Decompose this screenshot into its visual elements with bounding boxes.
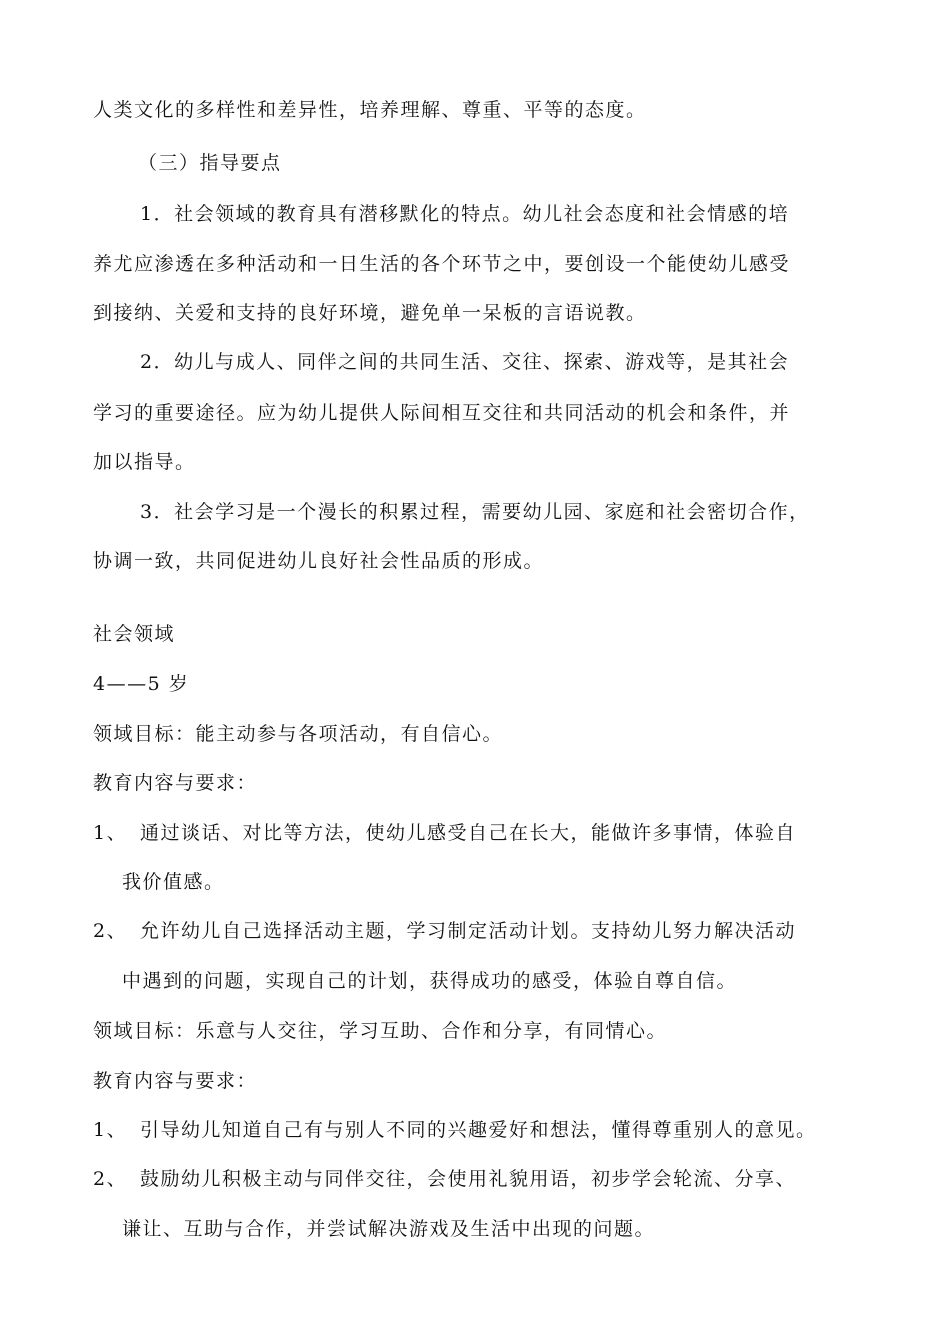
list-item-text: 引导幼儿知道自己有与别人不同的兴趣爱好和想法，懂得尊重别人的意见。 xyxy=(140,1119,817,1141)
domain-goal-1: 领域目标：能主动参与各项活动，有自信心。 xyxy=(93,723,504,745)
guidance-point-2-line-2: 学习的重要途径。应为幼儿提供人际间相互交往和共同活动的机会和条件，并 xyxy=(93,402,791,424)
guidance-point-1-line-1: 1．社会领域的教育具有潜移默化的特点。幼儿社会态度和社会情感的培 xyxy=(140,203,790,225)
list-item-number: 2、 xyxy=(93,920,128,942)
guidance-heading: （三）指导要点 xyxy=(138,152,282,174)
list-item-number: 1、 xyxy=(93,1119,128,1141)
continuation-line: 人类文化的多样性和差异性，培养理解、尊重、平等的态度。 xyxy=(93,99,647,121)
list-item xyxy=(93,1166,796,1192)
requirements-label-1: 教育内容与要求： xyxy=(93,772,258,794)
guidance-point-2-line-1: 2．幼儿与成人、同伴之间的共同生活、交往、探索、游戏等，是其社会 xyxy=(140,351,790,373)
guidance-point-1-line-2: 养尤应渗透在多种活动和一日生活的各个环节之中，要创设一个能使幼儿感受 xyxy=(93,253,791,275)
section-title: 社会领域 xyxy=(93,623,176,645)
list-item-text: 鼓励幼儿积极主动与同伴交往，会使用礼貌用语，初步学会轮流、分享、 xyxy=(140,1168,797,1190)
list-item-continuation: 中遇到的问题，实现自己的计划，获得成功的感受，体验自尊自信。 xyxy=(122,970,738,992)
domain-goal-2: 领域目标：乐意与人交往，学习互助、合作和分享，有同情心。 xyxy=(93,1020,668,1042)
list-item xyxy=(93,918,796,944)
list-item-number: 1、 xyxy=(93,822,128,844)
list-item-text: 允许幼儿自己选择活动主题，学习制定活动计划。支持幼儿努力解决活动 xyxy=(140,920,797,942)
list-item xyxy=(93,1117,817,1143)
list-item xyxy=(93,820,796,846)
guidance-point-3-line-1: 3．社会学习是一个漫长的积累过程，需要幼儿园、家庭和社会密切合作， xyxy=(140,501,810,523)
guidance-point-3-line-2: 协调一致，共同促进幼儿良好社会性品质的形成。 xyxy=(93,550,545,572)
list-item-continuation: 我价值感。 xyxy=(122,871,225,893)
list-item-text: 通过谈话、对比等方法，使幼儿感受自己在长大，能做许多事情，体验自 xyxy=(140,822,797,844)
requirements-label-2: 教育内容与要求： xyxy=(93,1070,258,1092)
guidance-point-1-line-3: 到接纳、关爱和支持的良好环境，避免单一呆板的言语说教。 xyxy=(93,302,647,324)
guidance-point-2-line-3: 加以指导。 xyxy=(93,451,196,473)
age-range: 4——5 岁 xyxy=(93,673,190,695)
list-item-number: 2、 xyxy=(93,1168,128,1190)
list-item-continuation: 谦让、互助与合作，并尝试解决游戏及生活中出现的问题。 xyxy=(122,1218,656,1240)
